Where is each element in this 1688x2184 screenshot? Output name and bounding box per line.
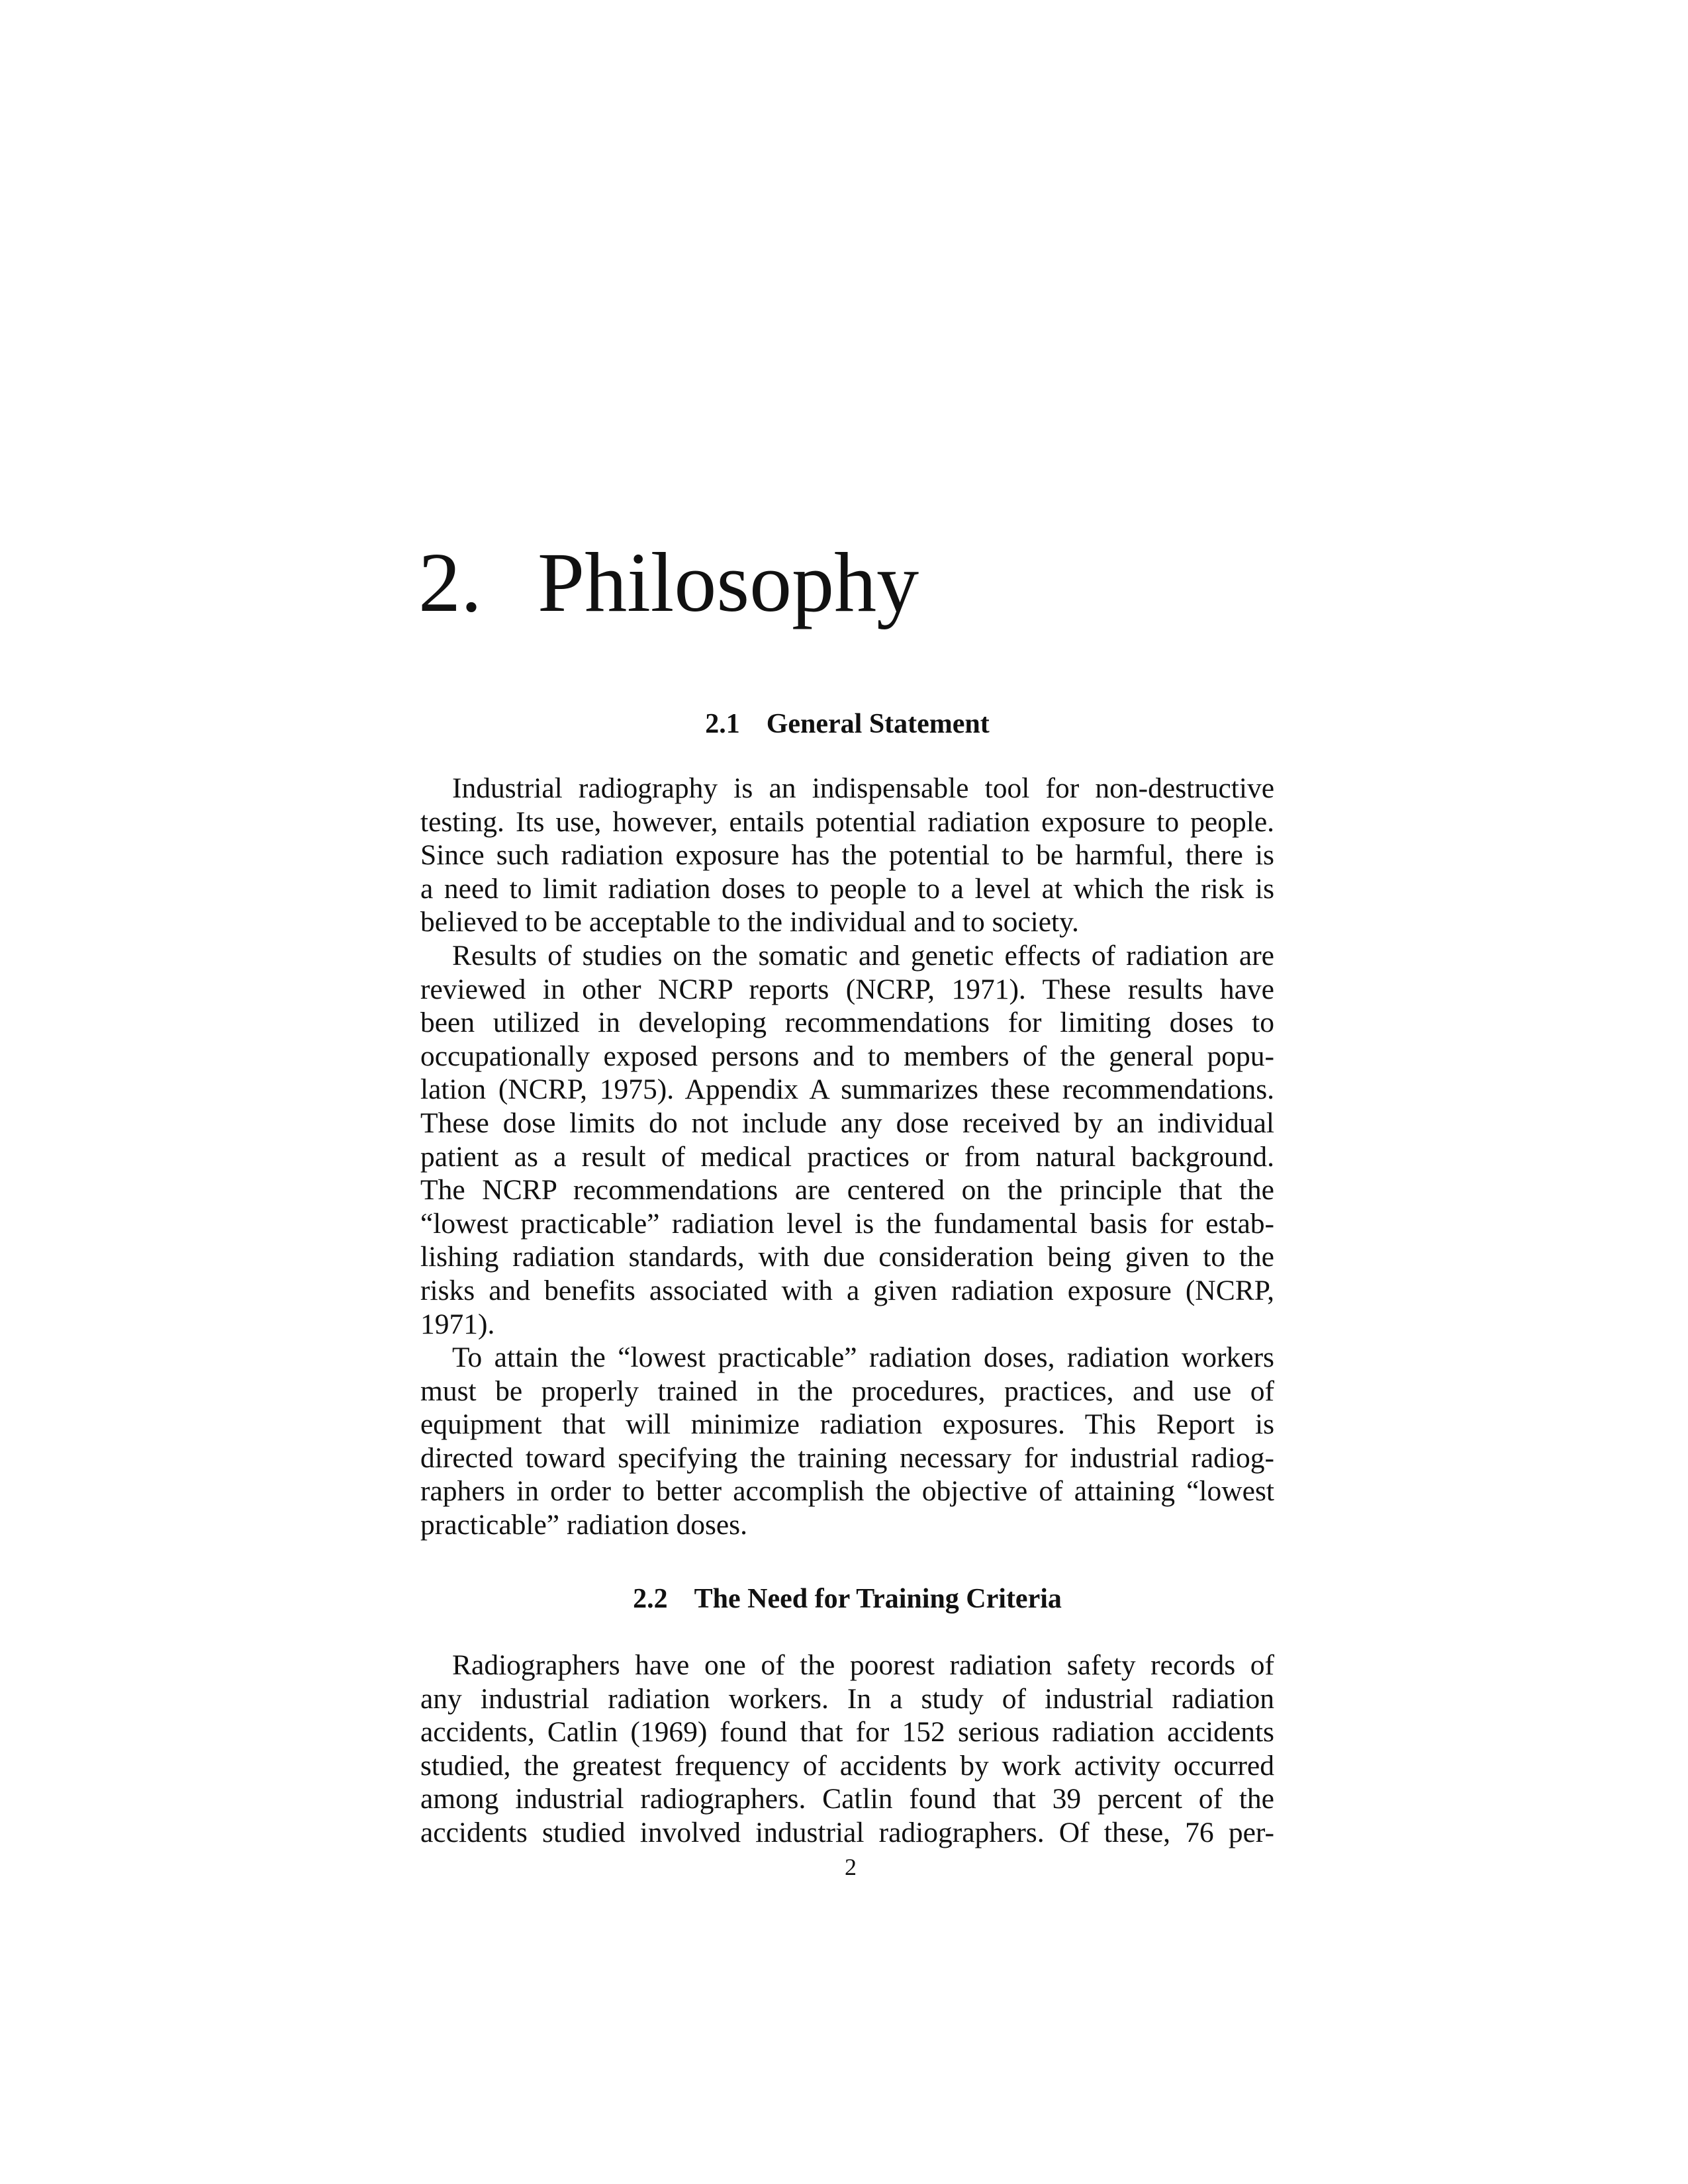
- text-line: Industrial radiography is an indispensable tool for non-destructive: [452, 772, 1274, 804]
- text-line: among industrial radiographers. Catlin found that 39 percent of the: [420, 1783, 1274, 1815]
- text-line: raphers in order to better accomplish the objective of attaining “lowest: [420, 1475, 1274, 1508]
- text-line: studied, the greatest frequency of accidents by work activity occurred: [420, 1749, 1274, 1782]
- text-line: testing. Its use, however, entails potential radiation exposure to people.: [420, 805, 1274, 838]
- text-line: Since such radiation exposure has the potential to be harmful, there is: [420, 839, 1274, 872]
- chapter-number: 2.: [418, 535, 482, 629]
- text-line: must be properly trained in the procedures, practices, and use of: [420, 1375, 1274, 1407]
- text-line: directed toward specifying the training necessary for industrial radiog-: [420, 1441, 1274, 1474]
- text-line: been utilized in developing recommendations for limiting doses to: [420, 1007, 1274, 1039]
- section-2-1-body: [420, 772, 1274, 1542]
- section-number: 2.1: [705, 709, 740, 739]
- text-line: occupationally exposed persons and to members of the general popu-: [420, 1040, 1274, 1072]
- text-line: accidents, Catlin (1969) found that for 152 serious radiation accidents: [420, 1716, 1274, 1749]
- paragraph: [420, 1649, 1274, 1850]
- text-line: believed to be acceptable to the individual and to society.: [420, 906, 1079, 938]
- chapter-title-text: Philosophy: [538, 535, 919, 629]
- text-line: To attain the “lowest practicable” radiation doses, radiation workers: [452, 1342, 1274, 1374]
- section-number: 2.2: [633, 1584, 668, 1614]
- page-number: 2: [845, 1854, 857, 1880]
- section-2-2-body: [420, 1649, 1274, 1850]
- text-line: These dose limits do not include any dose received by an individual: [420, 1107, 1274, 1139]
- text-line: equipment that will minimize radiation exposures. This Report is: [420, 1408, 1274, 1441]
- text-line: a need to limit radiation doses to people to a level at which the risk is: [420, 872, 1274, 905]
- section-title: The Need for Training Criteria: [694, 1584, 1062, 1614]
- text-line: reviewed in other NCRP reports (NCRP, 1971). These results have: [420, 973, 1274, 1005]
- text-line: “lowest practicable” radiation level is the fundamental basis for estab-: [420, 1207, 1274, 1240]
- text-line: The NCRP recommendations are centered on the principle that the: [420, 1174, 1274, 1206]
- text-line: 1971).: [420, 1308, 495, 1340]
- section-heading-2-1: [420, 707, 1274, 741]
- text-line: patient as a result of medical practices or from natural background.: [420, 1140, 1274, 1173]
- paragraph: [420, 1341, 1274, 1542]
- section-heading-2-2: [420, 1582, 1274, 1615]
- chapter-title: [418, 533, 919, 632]
- text-line: lishing radiation standards, with due consideration being given to the: [420, 1241, 1274, 1273]
- section-title: General Statement: [766, 709, 990, 739]
- text-line: risks and benefits associated with a given radiation exposure (NCRP,: [420, 1274, 1274, 1306]
- text-line: practicable” radiation doses.: [420, 1509, 747, 1541]
- paragraph: [420, 772, 1274, 939]
- text-line: any industrial radiation workers. In a study of industrial radiation: [420, 1682, 1274, 1715]
- text-line: lation (NCRP, 1975). Appendix A summarizes these recommendations.: [420, 1073, 1274, 1106]
- paragraph: [420, 939, 1274, 1341]
- text-line: Radiographers have one of the poorest radiation safety records of: [452, 1649, 1274, 1681]
- text-line: accidents studied involved industrial radiographers. Of these, 76 per-: [420, 1816, 1274, 1848]
- text-line: Results of studies on the somatic and genetic effects of radiation are: [452, 939, 1274, 972]
